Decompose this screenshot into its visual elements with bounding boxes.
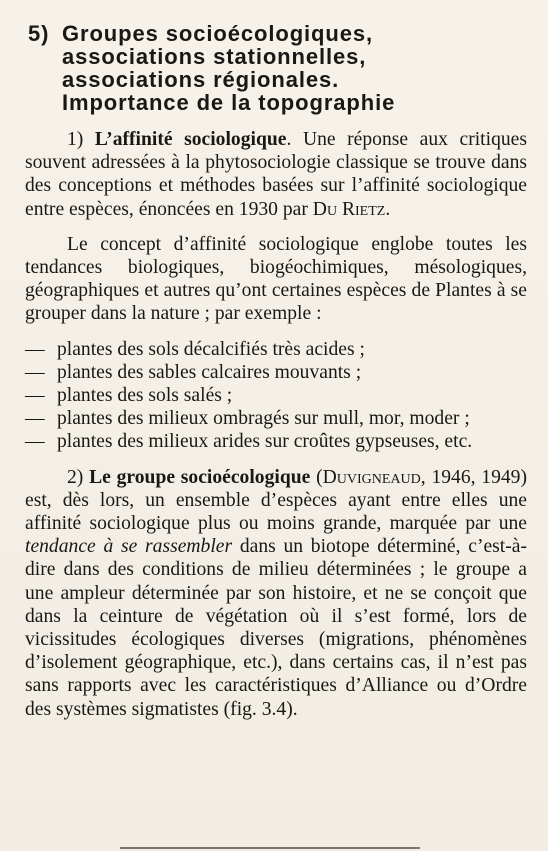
list-item (25, 361, 527, 384)
list-item-text: plantes des milieux arides sur croûtes gypseuses, etc. (57, 431, 473, 453)
paragraph-groupe (25, 466, 527, 721)
paragraph-affinite (25, 128, 527, 221)
dash: — (25, 338, 45, 360)
paragraph-end: . (385, 198, 391, 220)
paragraph-text: . Une réponse aux critiques souvent adressées à la phytosociologie classique se trouve dans des conceptions et méthodes basées sur l’affinité sociologique entre espèces, énoncées en 1930 par (25, 129, 527, 220)
heading-line-3: associations régionales. (62, 67, 340, 92)
list-item (25, 407, 527, 430)
paragraph-number: 1) (67, 129, 95, 150)
heading-line-4: Importance de la topographie (62, 90, 396, 115)
list-item (25, 430, 527, 453)
section-heading (28, 22, 528, 114)
list-item (25, 338, 527, 361)
emphasis-text: tendance à se rassembler (25, 536, 233, 558)
paren: ( (310, 466, 323, 488)
dash: — (25, 408, 45, 430)
dash: — (25, 385, 45, 407)
cropped-next-line (120, 842, 420, 851)
section-number: 5) (28, 21, 50, 46)
heading-text-1: Groupes socioécologiques, (62, 21, 374, 46)
paragraph-text-continued: dans un biotope déterminé, c’est-à-dire dans des conditions de milieu déterminées ; le groupe a une ampleur déterminée par son histoire, et ne se conçoit que dans la ceinture de végétation où il s’est formé, lors de vicissitudes écologiques diverses (migrations, phénomènes d’isolement géographique, etc.), dans certains cas, il n’est pas sans rapports avec les caractéristiques d’Alliance ou d’Ordre des systèmes sigmatistes (fig. 3.4). (25, 536, 527, 720)
heading-line-2: associations stationnelles, (62, 44, 367, 69)
list-item-text: plantes des milieux ombragés sur mull, mor, moder ; (57, 408, 470, 430)
dash: — (25, 361, 45, 383)
heading-line-1 (28, 22, 528, 45)
list-item-text: plantes des sables calcaires mouvants ; (57, 361, 362, 383)
examples-list (25, 338, 527, 454)
paragraph-text: , 1946, 1949) est, dès lors, un ensemble d’espèces ayant entre elles une affinité sociologique plus ou moins grande, marquée par une (25, 466, 527, 535)
list-item-text: plantes des sols décalcifiés très acides ; (57, 338, 365, 360)
paragraph-number: 2) (67, 466, 90, 488)
paragraph-title: Le groupe socioécologique (89, 466, 311, 488)
body-text (25, 128, 527, 721)
dash: — (25, 431, 45, 453)
paragraph-title: L’affinité sociologique (94, 129, 287, 150)
author-name: Du Rietz (312, 198, 386, 220)
list-item (25, 384, 527, 407)
author-name: Duvigneaud (322, 466, 421, 488)
list-item-text: plantes des sols salés ; (57, 385, 233, 407)
paragraph-concept: Le concept d’affinité sociologique englobe toutes les tendances biologiques, biogéochimiques, mésologiques, géographiques et autres qu’ont certaines espèces de Plantes à se grouper dans la nature ; par exemple : (25, 233, 527, 325)
